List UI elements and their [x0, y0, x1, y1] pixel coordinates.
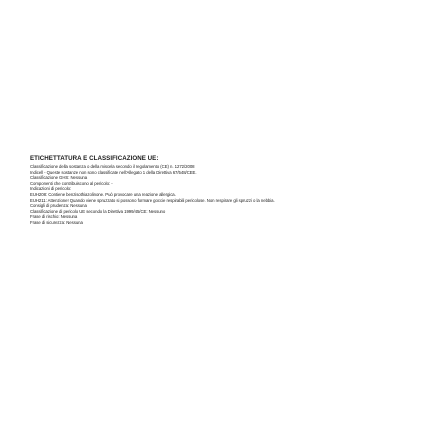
classification-regulation-line: Classificazione della sostanza o della miscela secondo il regolamento (CE) n. 1272/2008 [30, 164, 195, 169]
safety-phrase-line: Frase di sicurezza: Nessuna [30, 219, 83, 225]
classification-section [30, 155, 442, 226]
ghs-classification-line: Classificazione GHS: Nessuna [30, 175, 88, 181]
hazard-statements-label: Indicazioni di pericolo: [30, 186, 72, 192]
annex-note-line: Indicell - Queste sostanze non sono classificate nell'Allegato 1 della Direttiva 67/548/CEE. [30, 169, 197, 175]
risk-phrase-line: Frase di rischio: Nessuna [30, 214, 78, 220]
hazard-components-line: Componenti che contribuiscono al pericolo: - [30, 180, 113, 186]
euh208-line: EUH208: Contiene benzisothiazolinone. Può provocare una reazione allergica. [30, 191, 176, 197]
euh211-line: EUH211: Attenzione! Quando viene spruzzato si possono formare goccie respirabili pericolose. Non respirare gli spruzzi o la nebbia. [30, 197, 275, 203]
section-heading: ETICHETTATURA E CLASSIFICAZIONE UE: [30, 155, 159, 162]
eu-directive-classification-line: Classificazione di pericolo UE secondo la Direttiva 1999/45/CE: Nessuno [30, 208, 166, 214]
precautionary-statements-line: Consigli di prudenza: Nessuna [30, 203, 87, 209]
